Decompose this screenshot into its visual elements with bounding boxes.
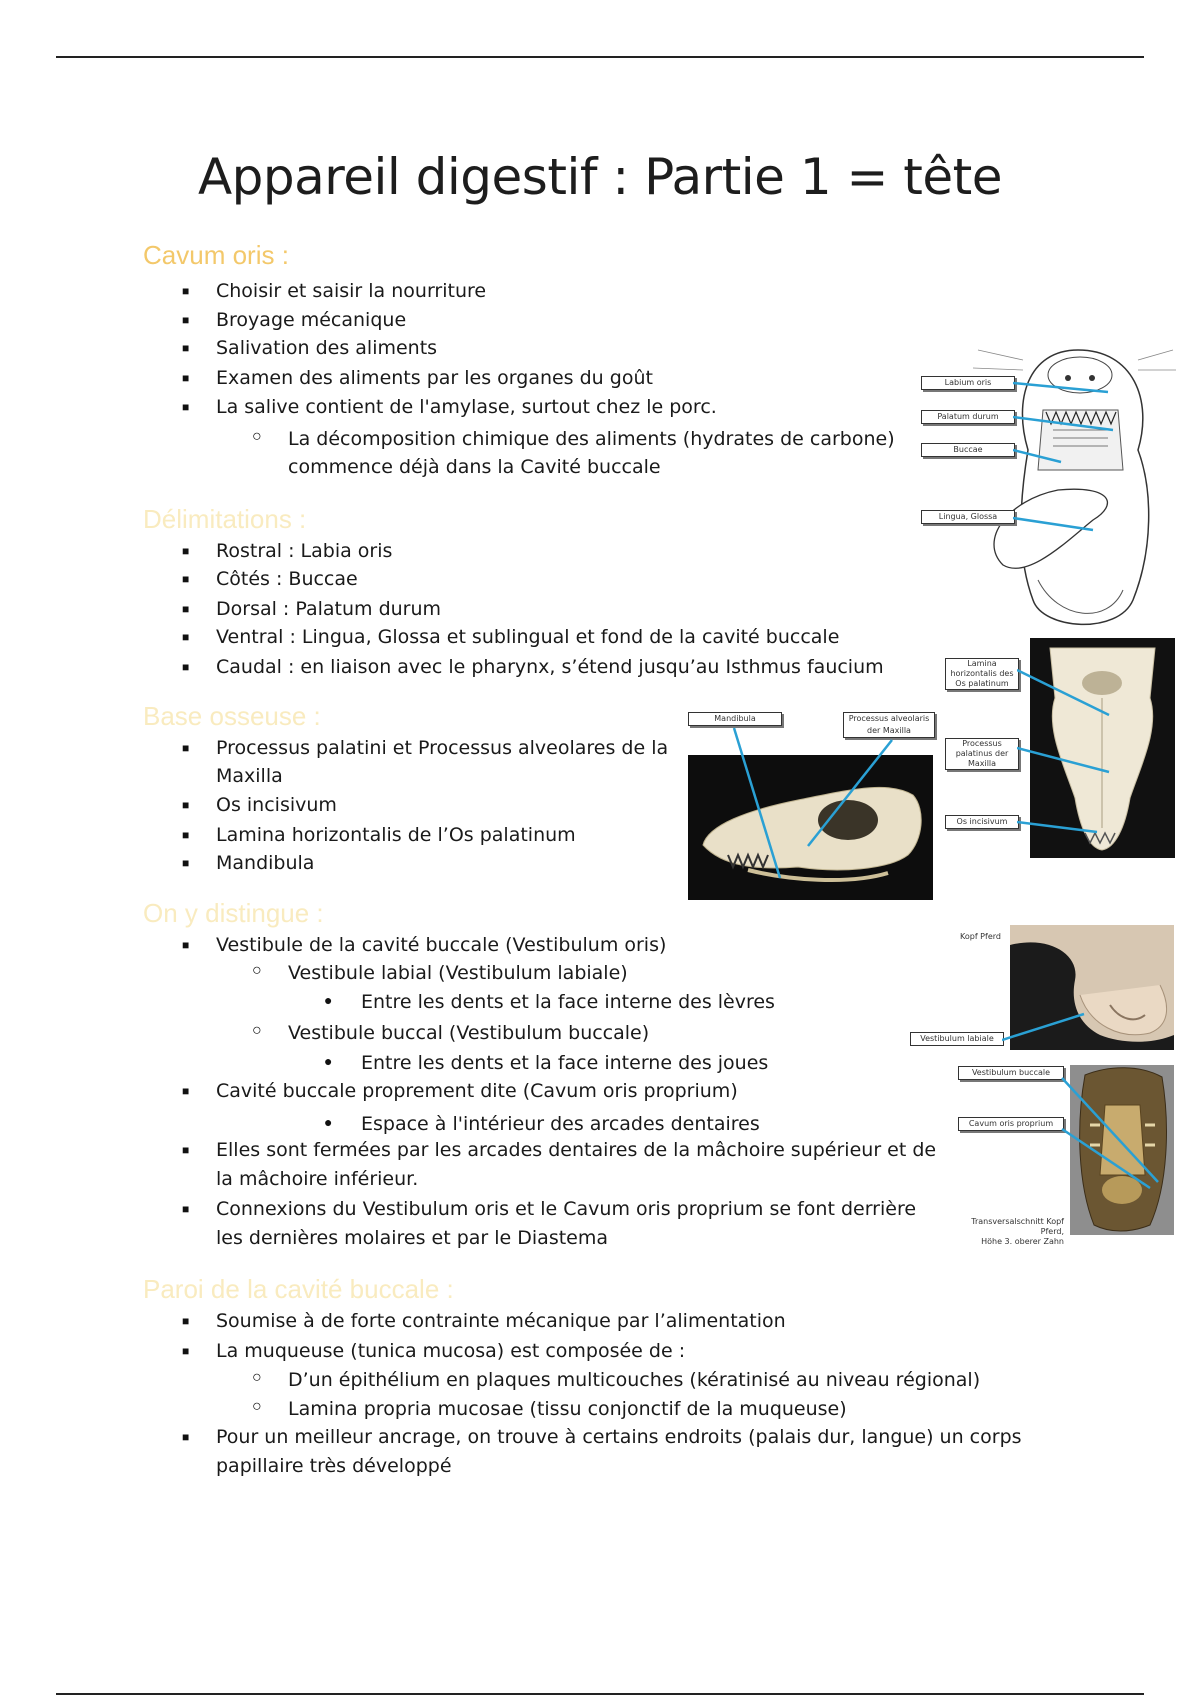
caption-line: Höhe 3. oberer Zahn — [981, 1237, 1064, 1246]
heading-delimitations: Délimitations : — [143, 504, 307, 534]
caption-line: Transversalschnitt Kopf Pferd, — [971, 1217, 1064, 1236]
heading-base-osseuse: Base osseuse : — [143, 701, 321, 731]
bullet-square: ■ — [182, 660, 190, 674]
label-processus-palatinus: Processus palatinus der Maxilla — [945, 738, 1019, 770]
bullet-square: ■ — [182, 1084, 190, 1098]
label-lamina-horizontalis: Lamina horizontalis des Os palatinum — [945, 658, 1019, 690]
label-labium-oris: Labium oris — [921, 376, 1015, 390]
label-os-incisivum: Os incisivum — [945, 815, 1019, 829]
bullet-circle: ○ — [252, 428, 262, 445]
list-item: Connexions du Vestibulum oris et le Cavum oris proprium se font derrière — [216, 1198, 917, 1220]
list-item: les dernières molaires et par le Diastema — [216, 1227, 609, 1249]
list-item: La décomposition chimique des aliments (hydrates de carbone) — [288, 428, 895, 450]
label-vestibulum-labiale: Vestibulum labiale — [910, 1032, 1004, 1046]
list-item: Ventral : Lingua, Glossa et sublingual et fond de la cavité buccale — [216, 626, 840, 648]
palate-leader-lines — [1017, 660, 1127, 840]
list-item: Entre les dents et la face interne des lèvres — [361, 991, 775, 1013]
bullet-square: ■ — [182, 1202, 190, 1216]
label-palatum-durum: Palatum durum — [921, 410, 1015, 424]
bullet-square: ■ — [182, 938, 190, 952]
list-item: Côtés : Buccae — [216, 568, 358, 590]
list-item: Os incisivum — [216, 794, 337, 816]
bullet-dot: ● — [324, 1053, 333, 1069]
list-item: Broyage mécanique — [216, 309, 407, 331]
list-item: Lamina horizontalis de l’Os palatinum — [216, 824, 576, 846]
bullet-square: ■ — [182, 341, 190, 355]
bullet-square: ■ — [182, 371, 190, 385]
bullet-square: ■ — [182, 1314, 190, 1328]
label-vestibulum-buccale: Vestibulum buccale — [958, 1066, 1064, 1080]
list-item: Vestibule labial (Vestibulum labiale) — [288, 962, 628, 984]
list-item: Lamina propria mucosae (tissu conjonctif de la muqueuse) — [288, 1398, 847, 1420]
bullet-square: ■ — [182, 400, 190, 414]
list-item: Cavité buccale proprement dite (Cavum oris proprium) — [216, 1080, 738, 1102]
bullet-square: ■ — [182, 572, 190, 586]
bullet-square: ■ — [182, 602, 190, 616]
label-buccae: Buccae — [921, 443, 1015, 457]
bullet-square: ■ — [182, 630, 190, 644]
bullet-square: ■ — [182, 1143, 190, 1157]
list-item: Entre les dents et la face interne des joues — [361, 1052, 769, 1074]
list-item: Caudal : en liaison avec le pharynx, s’étend jusqu’au Isthmus faucium — [216, 656, 884, 678]
heading-distingue: On y distingue : — [143, 898, 324, 928]
bullet-circle: ○ — [252, 1398, 262, 1415]
list-item: Examen des aliments par les organes du goût — [216, 367, 653, 389]
bullet-square: ■ — [182, 1430, 190, 1444]
top-rule — [56, 56, 1144, 58]
caption-kopf-pferd: Kopf Pferd — [960, 932, 1001, 941]
heading-cavum-oris: Cavum oris : — [143, 240, 289, 270]
caption-transversalschnitt — [946, 1217, 1064, 1247]
list-item: Mandibula — [216, 852, 315, 874]
list-item: papillaire très développé — [216, 1455, 452, 1477]
list-item: La muqueuse (tunica mucosa) est composée de : — [216, 1340, 686, 1362]
list-item: Processus palatini et Processus alveolares de la — [216, 737, 669, 759]
list-item: Vestibule buccal (Vestibulum buccale) — [288, 1022, 650, 1044]
list-item: Salivation des aliments — [216, 337, 438, 359]
list-item: Vestibule de la cavité buccale (Vestibulum oris) — [216, 934, 667, 956]
bullet-circle: ○ — [252, 962, 262, 979]
bullet-square: ■ — [182, 284, 190, 298]
list-item: La salive contient de l'amylase, surtout chez le porc. — [216, 396, 717, 418]
bullet-square: ■ — [182, 828, 190, 842]
list-item: Rostral : Labia oris — [216, 540, 393, 562]
list-item: Choisir et saisir la nourriture — [216, 280, 487, 302]
bullet-square: ■ — [182, 544, 190, 558]
bullet-dot: ● — [324, 1114, 333, 1130]
bullet-circle: ○ — [252, 1022, 262, 1039]
list-item: D’un épithélium en plaques multicouches (kératinisé au niveau régional) — [288, 1369, 981, 1391]
bullet-square: ■ — [182, 798, 190, 812]
label-lingua-glossa: Lingua, Glossa — [921, 510, 1015, 524]
bullet-square: ■ — [182, 1344, 190, 1358]
list-item: Espace à l'intérieur des arcades dentaires — [361, 1113, 760, 1135]
list-item: la mâchoire inférieur. — [216, 1168, 419, 1190]
list-item: Soumise à de forte contrainte mécanique par l’alimentation — [216, 1310, 786, 1332]
page-title: Appareil digestif : Partie 1 = tête — [197, 148, 1003, 206]
list-item: Elles sont fermées par les arcades dentaires de la mâchoire supérieur et de — [216, 1139, 937, 1161]
bullet-circle: ○ — [252, 1369, 262, 1386]
bullet-dot: ● — [324, 992, 333, 1008]
heading-paroi: Paroi de la cavité buccale : — [143, 1274, 454, 1304]
cross-section-leader-lines — [1060, 1072, 1170, 1202]
list-item: Pour un meilleur ancrage, on trouve à certains endroits (palais dur, langue) un corps — [216, 1426, 1022, 1448]
label-cavum-oris-proprium: Cavum oris proprium — [958, 1117, 1064, 1131]
list-item: Dorsal : Palatum durum — [216, 598, 442, 620]
bullet-square: ■ — [182, 313, 190, 327]
bullet-square: ■ — [182, 741, 190, 755]
bullet-square: ■ — [182, 856, 190, 870]
label-mandibula: Mandibula — [688, 712, 782, 726]
skull-side-leader-lines — [720, 726, 930, 886]
horse-leader-line — [1002, 1010, 1092, 1050]
label-processus-alveolaris: Processus alveolaris der Maxilla — [843, 712, 935, 738]
list-item: Maxilla — [216, 765, 283, 787]
bottom-rule — [56, 1693, 1144, 1695]
mouth-leader-lines — [1013, 370, 1123, 540]
list-item: commence déjà dans la Cavité buccale — [288, 456, 661, 478]
